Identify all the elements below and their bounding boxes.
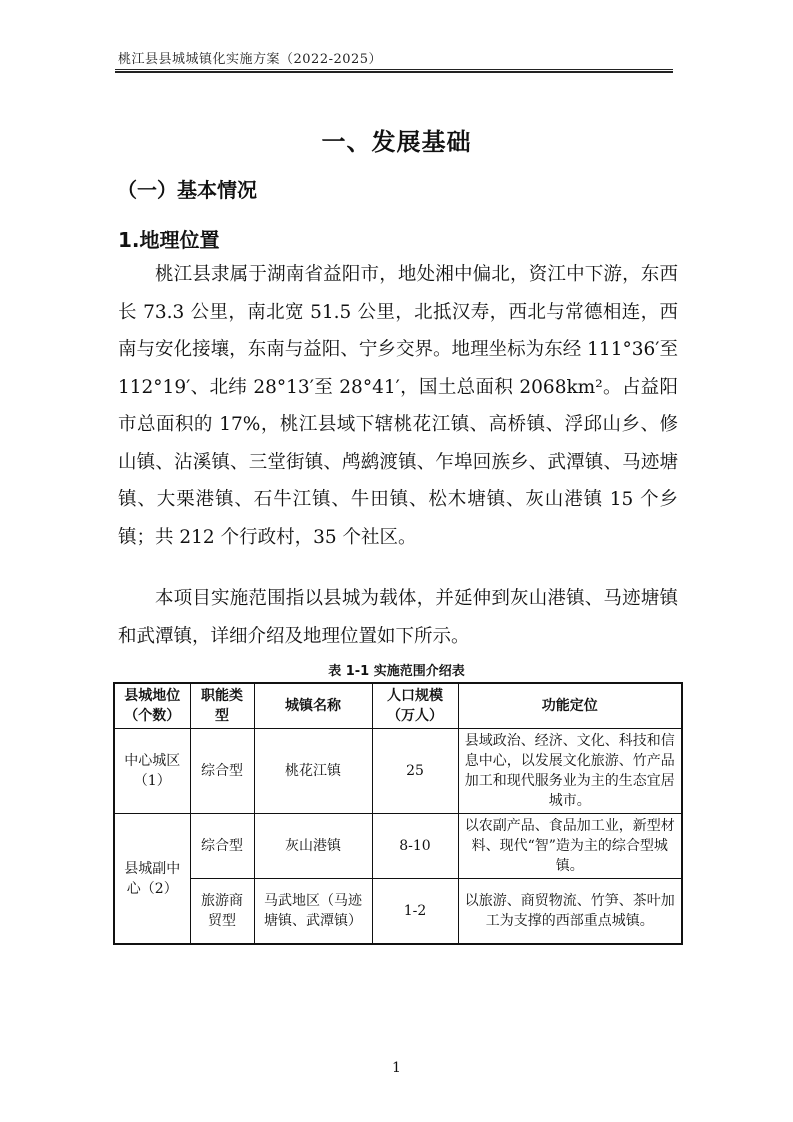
cell-type: 综合型 <box>190 729 254 814</box>
table-row <box>114 814 682 879</box>
subsection-title: 1.地理位置 <box>118 228 220 252</box>
header-rule <box>115 69 673 70</box>
cell-town: 灰山港镇 <box>254 814 372 879</box>
header-cell-population: 人口规模（万人） <box>372 683 458 729</box>
section-title: （一）基本情况 <box>117 178 257 202</box>
cell-town: 马武地区（马迹塘镇、武潭镇） <box>254 879 372 945</box>
header-cell-type: 职能类型 <box>190 683 254 729</box>
cell-level: 中心城区（1） <box>114 729 190 814</box>
paragraph-location: 桃江县隶属于湖南省益阳市，地处湘中偏北，资江中下游，东西长 73.3 公里，南北宽 51.5 公里，北抵汉寿，西北与常德相连，西南与安化接壤，东南与益阳、宁乡交界。地理坐标为东经 111°36′至 112°19′、北纬 28°13′至 28°41′，国土总面积 2068km²。占益阳市总面积的 17%，桃江县域下辖桃花江镇、高桥镇、浮邱山乡、修山镇、沾溪镇、三堂街镇、鸬鹚渡镇、乍埠回族乡、武潭镇、马迹塘镇、大栗港镇、石牛江镇、牛田镇、松木塘镇、灰山港镇 15 个乡镇；共 212 个行政村，35 个社区。 <box>118 264 678 548</box>
scope-table <box>113 682 683 945</box>
cell-population: 8-10 <box>372 814 458 879</box>
page-number: 1 <box>392 1060 401 1076</box>
table-caption: 表 1-1 实施范围介绍表 <box>328 664 465 679</box>
cell-function: 以旅游、商贸物流、竹笋、茶叶加工为支撑的西部重点城镇。 <box>458 879 682 945</box>
header-cell-function: 功能定位 <box>458 683 682 729</box>
header-cell-town: 城镇名称 <box>254 683 372 729</box>
cell-type: 综合型 <box>190 814 254 879</box>
cell-town: 桃花江镇 <box>254 729 372 814</box>
table-row <box>114 879 682 945</box>
chapter-title: 一、发展基础 <box>321 128 472 156</box>
cell-type: 旅游商贸型 <box>190 879 254 945</box>
paragraph-scope: 本项目实施范围指以县城为载体，并延伸到灰山港镇、马迹塘镇和武潭镇，详细介绍及地理位置如下所示。 <box>118 588 678 647</box>
cell-level: 县城副中心（2） <box>114 814 190 945</box>
running-header: 桃江县县城城镇化实施方案（2022-2025） <box>118 52 383 67</box>
table-row <box>114 729 682 814</box>
table-header-row <box>114 683 682 729</box>
header-cell-level: 县城地位（个数） <box>114 683 190 729</box>
cell-function: 以农副产品、食品加工业，新型材料、现代“智”造为主的综合型城镇。 <box>458 814 682 879</box>
cell-population: 25 <box>372 729 458 814</box>
cell-population: 1-2 <box>372 879 458 945</box>
cell-function: 县域政治、经济、文化、科技和信息中心，以发展文化旅游、竹产品加工和现代服务业为主的生态宜居城市。 <box>458 729 682 814</box>
header-rule-thick <box>115 71 673 73</box>
